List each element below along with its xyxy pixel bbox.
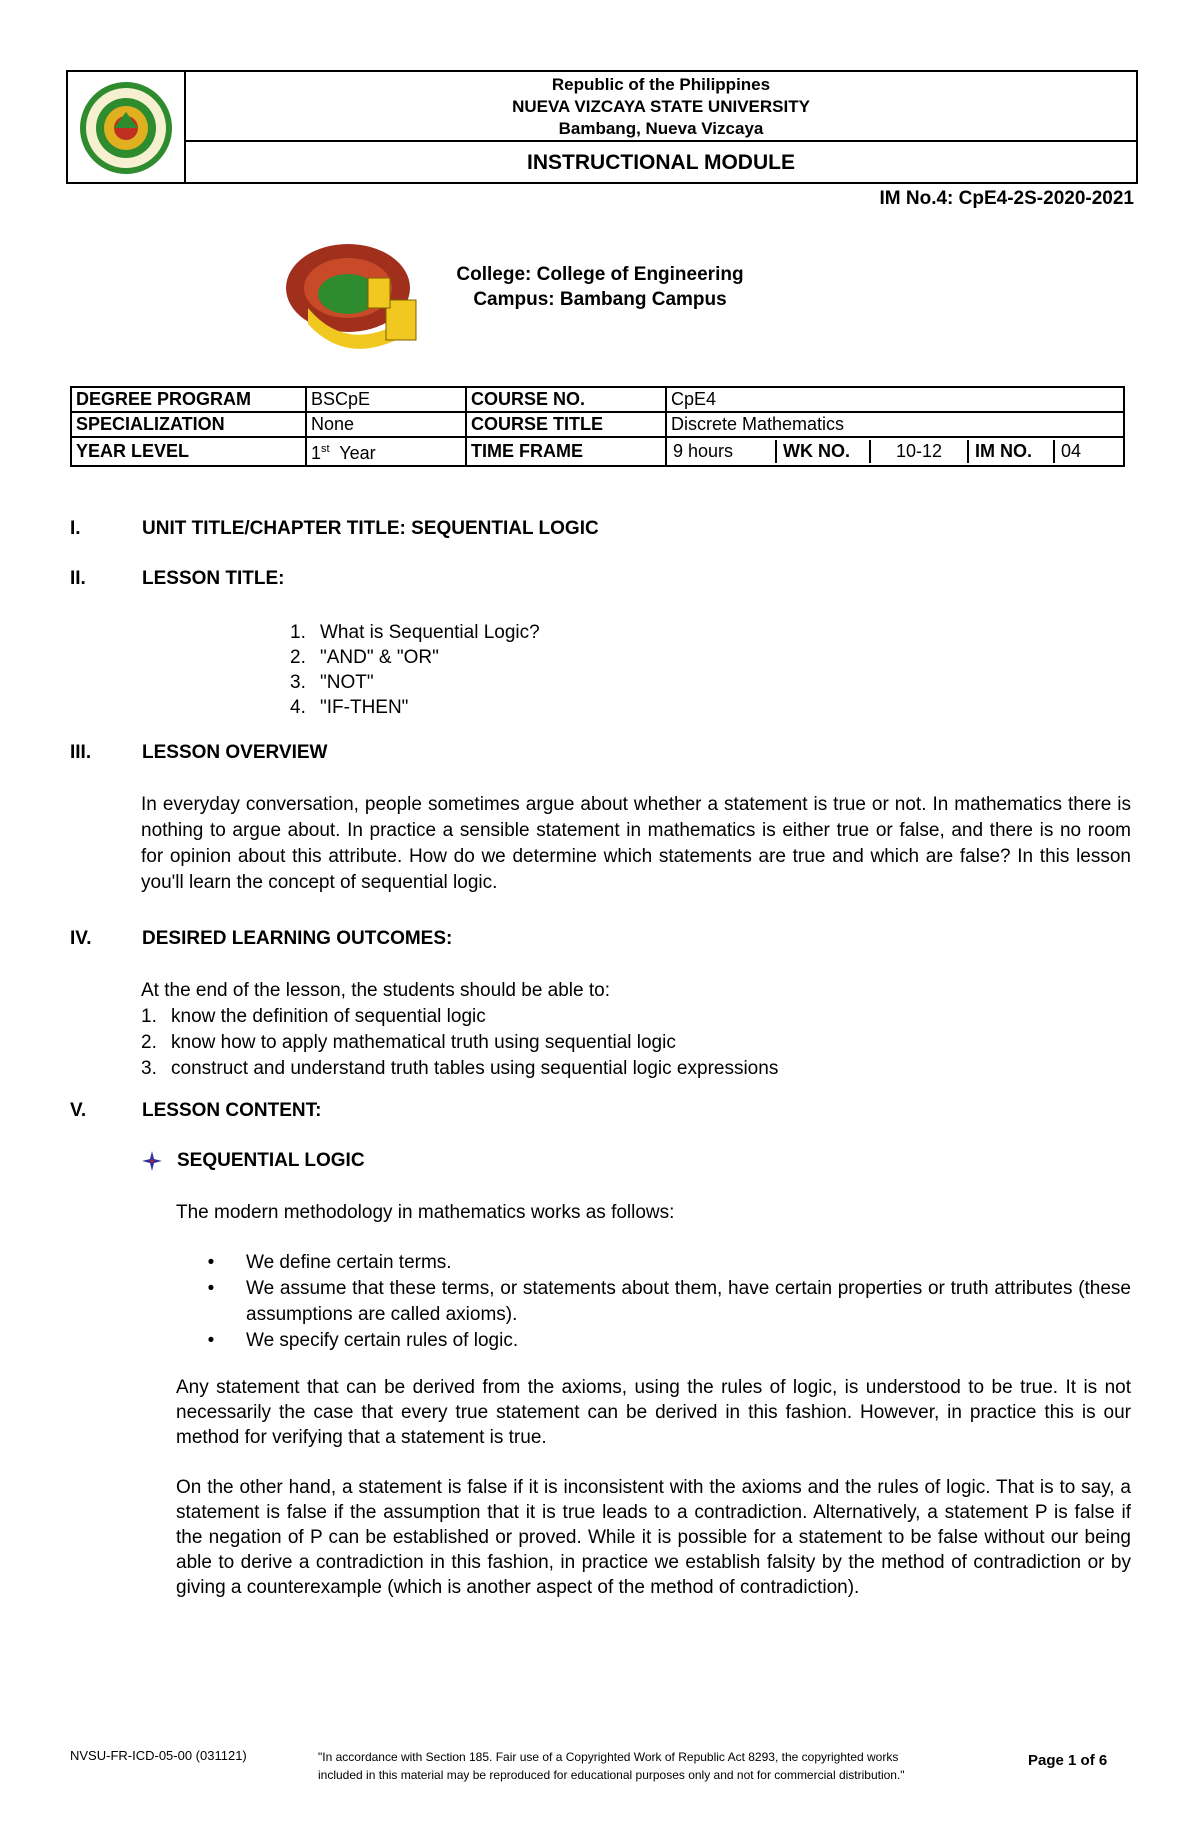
outcomes-intro: At the end of the lesson, the students should be able to: [141, 980, 610, 1001]
copyright-line-2: included in this material may be reproduced for educational purposes only and not for commercial distribution." [318, 1768, 905, 1782]
list-item [290, 620, 540, 645]
university-location: Bambang, Nueva Vizcaya [558, 119, 764, 138]
year-level-label: YEAR LEVEL [71, 437, 306, 466]
university-info [186, 72, 1136, 142]
table-row [71, 412, 1124, 437]
im-no-value: 04 [1053, 440, 1087, 463]
page-number: Page 1 of 6 [1028, 1752, 1108, 1769]
week-no-value: 10-12 [869, 440, 967, 463]
list-item [141, 1030, 778, 1056]
list-marker: 3. [141, 1058, 157, 1079]
list-item-text: "AND" & "OR" [320, 647, 439, 668]
overview-paragraph: In everyday conversation, people sometimes argue about whether a statement is true or not. In mathematics there is nothing to argue about. In practice a sensible statement in mathematics is either true or false, and there is no room for opinion about this attribute. How do we determine which statements are true and which are false? In this lesson you'll learn the concept of sequential logic. [141, 794, 1131, 893]
section-lesson-title [70, 568, 285, 590]
section-title: UNIT TITLE/CHAPTER TITLE: SEQUENTIAL LOGIC [142, 518, 599, 539]
list-item [141, 1004, 778, 1030]
section-number: III. [70, 742, 92, 763]
university-seal-icon [68, 72, 184, 182]
year-number: 1 [311, 443, 322, 463]
course-no-label: COURSE NO. [466, 387, 666, 412]
course-info-table [70, 386, 1125, 467]
content-paragraph-1: Any statement that can be derived from the axioms, using the rules of logic, is understood to be true. It is not necessarily the case that every true statement can be derived in this fashion. However, in practice this is our method for verifying that a statement is true. [176, 1377, 1131, 1448]
table-row [71, 387, 1124, 412]
list-item-text: know the definition of sequential logic [171, 1006, 486, 1027]
section-number: IV. [70, 928, 92, 949]
section-number: I. [70, 518, 81, 539]
copyright-line-1: "In accordance with Section 185. Fair use of a Copyrighted Work of Republic Act 8293, the copyrighted works [318, 1750, 899, 1764]
section-title: LESSON TITLE: [142, 568, 285, 589]
time-frame-value: 9 hours [673, 441, 734, 461]
year-word: Year [339, 443, 376, 463]
year-ordinal-suffix: st [321, 443, 330, 455]
list-marker: 2. [290, 647, 306, 668]
copyright-notice [318, 1748, 905, 1784]
list-item [290, 670, 540, 695]
form-code: NVSU-FR-ICD-05-00 (031121) [70, 1748, 247, 1763]
list-item-text: We define certain terms. [246, 1252, 452, 1273]
week-no-label: WK NO. [775, 440, 869, 463]
college-of-engineering-logo-icon [278, 238, 430, 356]
college-line: College: College of Engineering [456, 264, 744, 285]
table-row [71, 437, 1124, 466]
header-box [66, 70, 1138, 184]
section-unit-title [70, 518, 599, 540]
list-marker: • [207, 1252, 215, 1273]
outcomes-list [141, 1004, 778, 1082]
course-title-value: Discrete Mathematics [666, 412, 1124, 437]
content-paragraph-2: On the other hand, a statement is false if it is inconsistent with the axioms and the rules of logic. That is to say, a statement is false if the assumption that it is true leads to a contradiction. Alternatively, a statement P is false if the negation of P can be established or proved. While it is possible for a statement to be false without our being able to derive a contradiction in this fashion, in practice we establish falsity by the method of contradiction or by giving a counterexample (which is another aspect of the method of contradiction). [176, 1477, 1131, 1598]
list-item-text: "IF-THEN" [320, 697, 409, 718]
list-marker: 2. [141, 1032, 157, 1053]
content-intro: The modern methodology in mathematics works as follows: [176, 1202, 675, 1223]
list-item [176, 1276, 1131, 1328]
time-frame-label: TIME FRAME [466, 437, 666, 466]
lesson-title-list [290, 620, 540, 720]
section-title: DESIRED LEARNING OUTCOMES: [142, 928, 453, 949]
list-item [290, 645, 540, 670]
list-item-text: What is Sequential Logic? [320, 622, 540, 643]
year-level-value [306, 437, 466, 466]
list-item [176, 1328, 1131, 1354]
content-heading [141, 1150, 365, 1172]
four-point-star-bullet-icon [141, 1150, 163, 1172]
course-title-label: COURSE TITLE [466, 412, 666, 437]
section-learning-outcomes [70, 928, 452, 950]
content-heading-text: SEQUENTIAL LOGIC [177, 1150, 365, 1171]
list-marker: 4. [290, 697, 306, 718]
list-marker: 1. [290, 622, 306, 643]
list-item-text: We assume that these terms, or statements about them, have certain properties or truth attributes (these assumptions are called axioms). [246, 1278, 1131, 1325]
degree-value: BSCpE [306, 387, 466, 412]
list-marker: 3. [290, 672, 306, 693]
im-no-label: IM NO. [967, 440, 1053, 463]
section-lesson-content [70, 1100, 321, 1122]
course-no-value: CpE4 [666, 387, 1124, 412]
list-item [176, 1250, 1131, 1276]
section-title: LESSON CONTENT: [142, 1100, 322, 1121]
list-item [141, 1056, 778, 1082]
college-info [430, 262, 770, 312]
list-item [290, 695, 540, 720]
content-bullet-list [176, 1250, 1131, 1354]
list-item-text: construct and understand truth tables using sequential logic expressions [171, 1058, 779, 1079]
list-item-text: We specify certain rules of logic. [246, 1330, 519, 1351]
list-item-text: "NOT" [320, 672, 374, 693]
im-number: IM No.4: CpE4-2S-2020-2021 [879, 188, 1134, 209]
section-number: V. [70, 1100, 87, 1121]
module-title: INSTRUCTIONAL MODULE [527, 151, 795, 174]
list-marker: 1. [141, 1006, 157, 1027]
section-number: II. [70, 568, 86, 589]
republic-line: Republic of the Philippines [551, 75, 771, 94]
specialization-label: SPECIALIZATION [71, 412, 306, 437]
list-marker: • [207, 1330, 215, 1351]
specialization-value: None [306, 412, 466, 437]
university-seal-cell [68, 72, 186, 182]
section-title: LESSON OVERVIEW [142, 742, 328, 763]
list-marker: • [207, 1278, 215, 1299]
section-lesson-overview [70, 742, 327, 764]
campus-line: Campus: Bambang Campus [473, 289, 727, 310]
time-frame-cell [666, 437, 1124, 466]
university-name: NUEVA VIZCAYA STATE UNIVERSITY [512, 97, 810, 116]
list-item-text: know how to apply mathematical truth using sequential logic [171, 1032, 676, 1053]
degree-label: DEGREE PROGRAM [71, 387, 306, 412]
